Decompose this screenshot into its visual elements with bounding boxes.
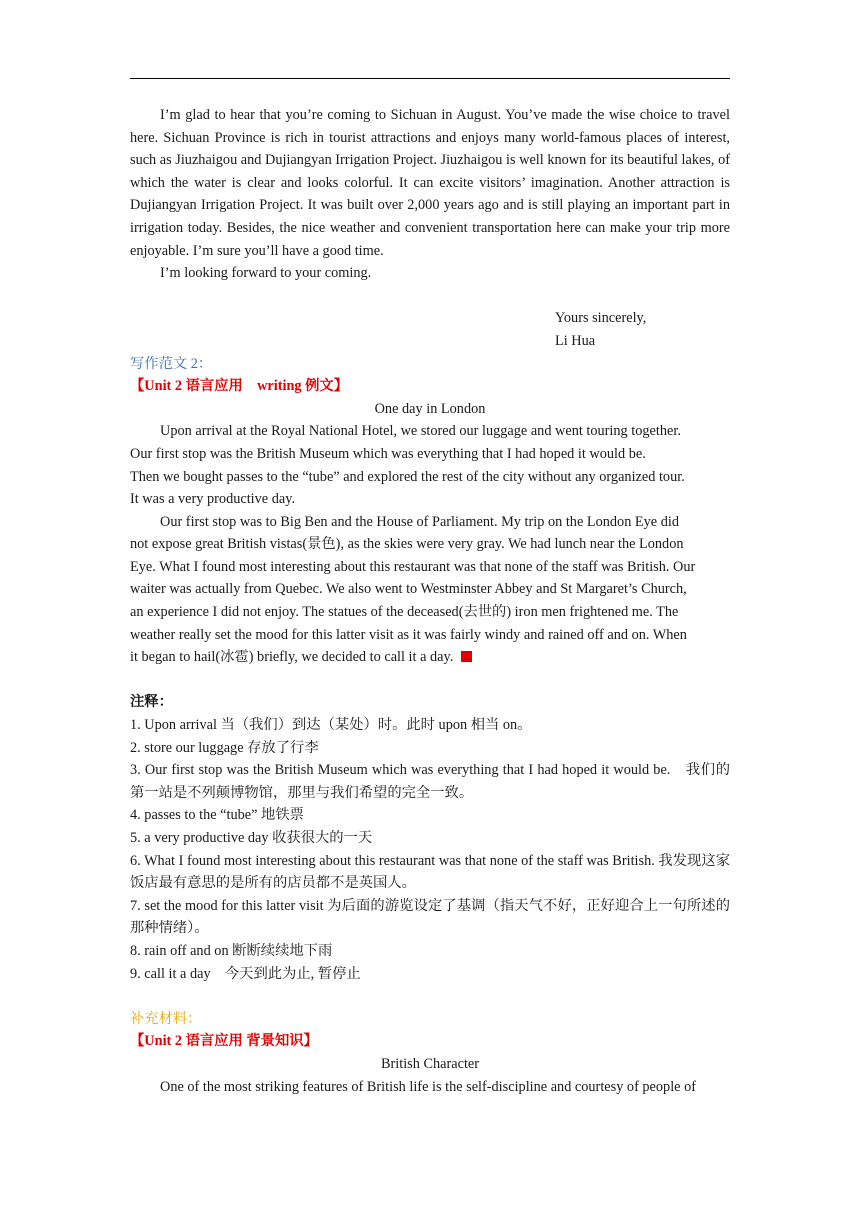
letter-closing: Yours sincerely, (555, 310, 647, 327)
sample-2-line: weather really set the mood for this latter visit as it was fairly windy and rained off and on. When (130, 626, 687, 643)
sample-2-line: Our first stop was the British Museum which was everything that I had hoped it would be. (130, 445, 646, 462)
note-item: 6. What I found most interesting about this restaurant was that none of the staff was British. 我发现这家饭店最有意思的是所有的店员都不是英国人。 (130, 852, 730, 892)
supplement-tag: 【Unit 2 语言应用 背景知识】 (130, 1033, 318, 1050)
note-item: 7. set the mood for this latter visit 为后面的游览设定了基调（指天气不好，正好迎合上一句所述的那种情绪）。 (130, 897, 730, 937)
sample-2-line: an experience I did not enjoy. The statues of the deceased(去世的) iron men frightened me. The (130, 604, 679, 621)
sample-2-last-line (130, 646, 730, 669)
header-rule (130, 78, 730, 79)
note-item: 3. Our first stop was the British Museum which was everything that I had hoped it would be. 我们的第一站是不列颠博物馆，那里与我们希望的完全一致。 (130, 762, 730, 801)
supplement-title: British Character (380, 1055, 480, 1072)
supplement-label: 补充材料： (130, 1010, 202, 1027)
notes-heading: 注释： (130, 694, 173, 711)
sample-2-line: Then we bought passes to the “tube” and explored the rest of the city without any organized tour. (130, 468, 685, 485)
supplement-text: One of the most striking features of British life is the self-discipline and courtesy of people of (160, 1078, 697, 1095)
document-body (130, 104, 730, 1098)
letter-signature: Li Hua (555, 332, 596, 349)
sample-2-line: Eye. What I found most interesting about this restaurant was that none of the staff was British. Our (130, 558, 696, 575)
note-item: 8. rain off and on 断断续续地下雨 (130, 942, 333, 959)
sample-2-line-text: it began to hail(冰雹) briefly, we decided to call it a day. (130, 649, 454, 666)
note-item: 4. passes to the “tube” 地铁票 (130, 807, 304, 824)
letter-paragraph-1: I’m glad to hear that you’re coming to Sichuan in August. You’ve made the wise choice to travel here. Sichuan Province is rich in tourist attractions and enjoys many world-famous places of interest, such as Jiuzhaigou and Dujiangyan Irrigation Project. Jiuzhaigou is well known for its beautiful lakes, of which the water is clear and looks colorful. It can excite visitors’ imagination. Another attraction is Dujiangyan Irrigation Project. It was built over 2,000 years ago and is still playing an important part in irrigation today. Besides, the nice weather and convenient transportation here can make your trip more enjoyable. I’m sure you’ll have a good time. (130, 107, 730, 259)
letter-paragraph-2: I’m looking forward to your coming. (160, 265, 372, 282)
sample-2-line: Upon arrival at the Royal National Hotel, we stored our luggage and went touring together. (160, 423, 681, 440)
sample-2-title: One day in London (374, 400, 486, 417)
note-item: 1. Upon arrival 当（我们）到达（某处）时。此时 upon 相当 on。 (130, 717, 532, 734)
sample-2-tag: 【Unit 2 语言应用 writing 例文】 (130, 378, 349, 395)
sample-2-line: waiter was actually from Quebec. We also went to Westminster Abbey and St Margaret’s Church, (130, 581, 687, 598)
note-item: 9. call it a day 今天到此为止, 暂停止 (130, 965, 361, 982)
note-item: 2. store our luggage 存放了行李 (130, 739, 319, 756)
note-item: 5. a very productive day 收获很大的一天 (130, 830, 373, 846)
sample-2-line: Our first stop was to Big Ben and the House of Parliament. My trip on the London Eye did (160, 513, 679, 530)
sample-2-line: It was a very productive day. (130, 491, 296, 508)
end-square-icon (461, 651, 472, 662)
sample-2-label: 写作范文 2： (130, 355, 213, 372)
sample-2-line: not expose great British vistas(景色), as the skies were very gray. We had lunch near the London (130, 536, 684, 553)
